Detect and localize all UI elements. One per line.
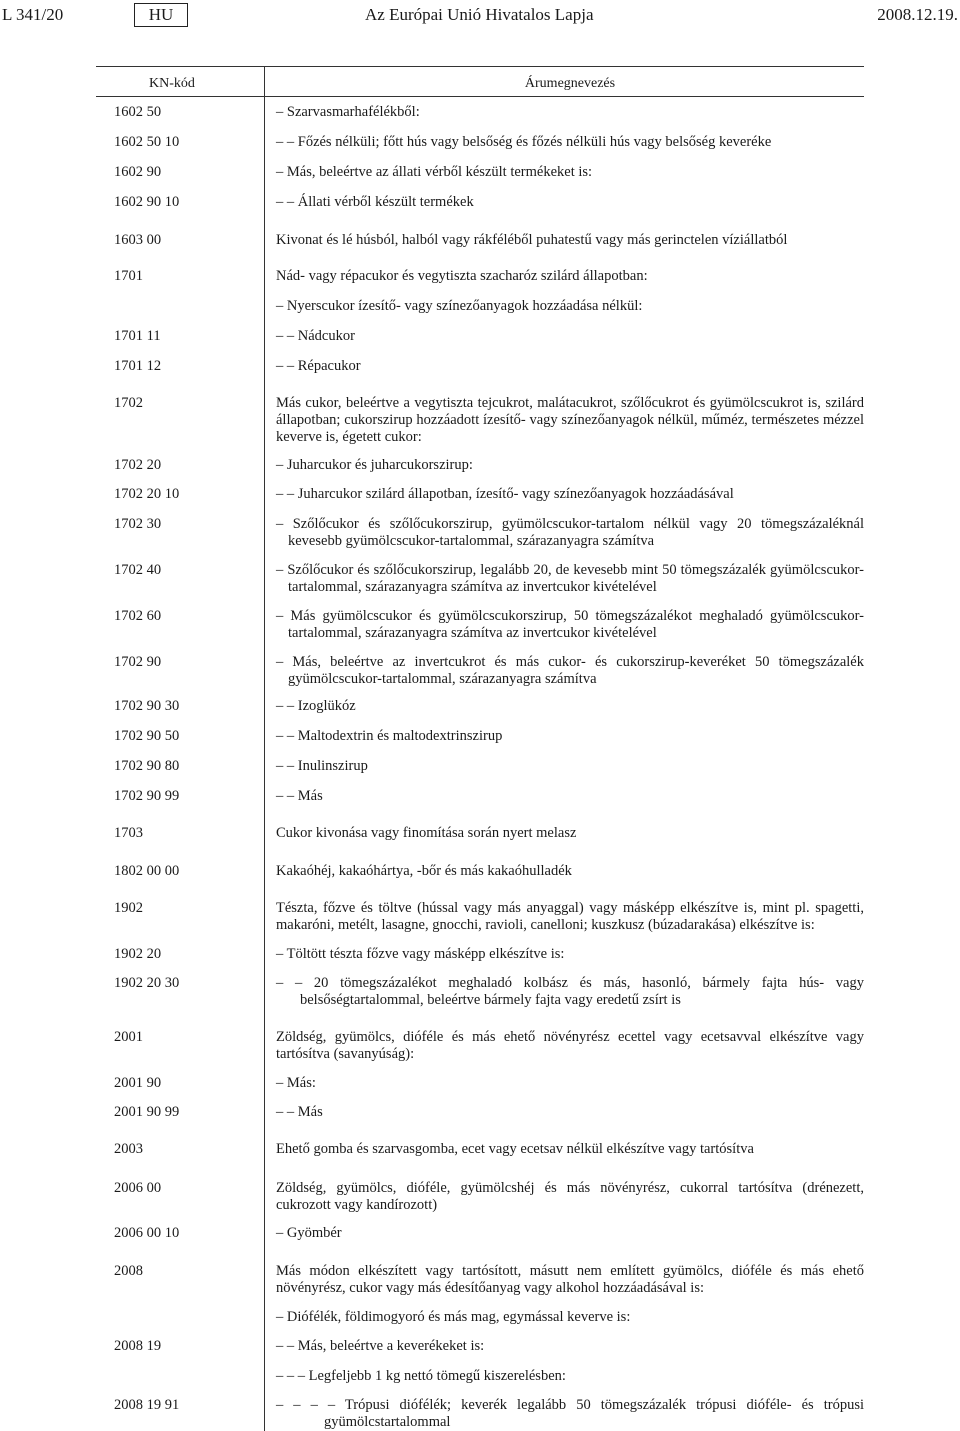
cn-code: 1702 30 [114, 516, 162, 532]
goods-description: Zöldség, gyümölcs, dióféle és más ehető növényrész ecettel vagy ecetsavval elkészítve vagy tartósítva (savanyúság): [276, 1029, 864, 1062]
cn-code: 2001 90 99 [114, 1104, 180, 1120]
cn-code: 1802 00 00 [114, 863, 180, 879]
goods-description: – Nyerscukor ízesítő- vagy színezőanyagok hozzáadása nélkül: [276, 298, 643, 314]
cn-code: 1602 50 10 [114, 134, 180, 150]
goods-description: – Töltött tészta főzve vagy másképp elkészítve is: [276, 946, 565, 962]
cn-code: 1702 20 10 [114, 486, 180, 502]
goods-description: – – Nádcukor [276, 328, 355, 344]
goods-description: – – – – Trópusi diófélék; keverék legalább 50 tömegszázalék trópusi dióféle- és trópusi gyümölcstartalommal [276, 1397, 864, 1430]
publication-date: 2008.12.19. [877, 5, 958, 24]
cn-code: 1602 50 [114, 104, 162, 120]
cn-code: 1702 90 [114, 654, 162, 670]
cn-code: 2006 00 10 [114, 1225, 180, 1241]
goods-description: – – Maltodextrin és maltodextrinszirup [276, 728, 503, 744]
cn-code: 1603 00 [114, 232, 162, 248]
goods-description: – Más gyümölcscukor és gyümölcscukorszirup, 50 tömegszázalékot meghaladó gyümölcscukor-tartalommal, szárazanyagra számítva az invertcukor kivételével [276, 608, 864, 641]
goods-description: Zöldség, gyümölcs, dióféle, gyümölcshéj és más növényrész, cukorral tartósítva (drénezett, cukrozott vagy kandírozott) [276, 1180, 864, 1213]
cn-code: 1702 60 [114, 608, 162, 624]
goods-description: – Más, beleértve az állati vérből készült termékeket is: [276, 164, 593, 180]
cn-code: 1701 11 [114, 328, 161, 344]
cn-code: 1701 12 [114, 358, 162, 374]
cn-code: 2001 90 [114, 1075, 162, 1091]
language-code-box: HU [134, 3, 188, 27]
goods-description: – Más: [276, 1075, 316, 1091]
cn-code: 2006 00 [114, 1180, 162, 1196]
table-header-rule [96, 96, 864, 97]
cn-code: 1702 90 50 [114, 728, 180, 744]
cn-code: 1902 20 [114, 946, 162, 962]
cn-code: 1702 90 80 [114, 758, 180, 774]
cn-code: 1602 90 [114, 164, 162, 180]
journal-title: Az Európai Unió Hivatalos Lapja [365, 5, 594, 24]
goods-description: Kakaóhéj, kakaóhártya, -bőr és más kakaóhulladék [276, 863, 572, 879]
goods-description: Cukor kivonása vagy finomítása során nyert melasz [276, 825, 577, 841]
cn-code: 2008 [114, 1263, 143, 1279]
cn-code: 1702 40 [114, 562, 162, 578]
goods-description: – Szőlőcukor és szőlőcukorszirup, legalább 20, de kevesebb mint 50 tömegszázalék gyümölcscukor-tartalommal, szárazanyagra számítva az invertcukor kivételével [276, 562, 864, 595]
goods-description: Más módon elkészített vagy tartósított, másutt nem említett gyümölcs, dióféle és más ehető növényrész, cukor vagy más édesítőanyag vagy alkohol hozzáadásával is: [276, 1263, 864, 1296]
column-header-description: Árumegnevezés [524, 76, 616, 91]
goods-description: – – Juharcukor szilárd állapotban, ízesítő- vagy színezőanyagok hozzáadásával [276, 486, 734, 502]
column-header-code: KN-kód [149, 76, 195, 91]
goods-description: – Juharcukor és juharcukorszirup: [276, 457, 473, 473]
table-top-rule [96, 66, 864, 67]
cn-code: 2008 19 [114, 1338, 162, 1354]
cn-code: 1902 20 30 [114, 975, 180, 991]
goods-description: – – Más, beleértve a keverékeket is: [276, 1338, 485, 1354]
goods-description: – Szőlőcukor és szőlőcukorszirup, gyümölcscukor-tartalom nélkül vagy 20 tömegszázaléknál kevesebb gyümölcscukor-tartalommal, szárazanyagra számítva [276, 516, 864, 549]
cn-code: 1703 [114, 825, 143, 841]
goods-description: – Szarvasmarhafélékből: [276, 104, 420, 120]
cn-code: 1602 90 10 [114, 194, 180, 210]
table-column-divider [264, 96, 265, 1431]
cn-code: 1702 [114, 395, 143, 411]
goods-description: – – Répacukor [276, 358, 361, 374]
goods-description: Más cukor, beleértve a vegytiszta tejcukrot, malátacukrot, szőlőcukrot és gyümölcscukrot is, szilárd állapotban; cukorszirup hozzáadott ízesítő- vagy színezőanyagok nélkül, műméz, természetes mézzel keverve is, égetett cukor: [276, 395, 864, 445]
goods-description: Ehető gomba és szarvasgomba, ecet vagy ecetsav nélkül elkészítve vagy tartósítva [276, 1141, 754, 1157]
goods-description: – Más, beleértve az invertcukrot és más cukor- és cukorszirup-keveréket 50 tömegszázalék gyümölcscukor-tartalommal, szárazanyagra számítva [276, 654, 864, 687]
goods-description: – – Inulinszirup [276, 758, 368, 774]
cn-code: 2003 [114, 1141, 143, 1157]
goods-description: – – Izoglükóz [276, 698, 356, 714]
goods-description: – – – Legfeljebb 1 kg nettó tömegű kiszerelésben: [276, 1368, 566, 1384]
goods-description: Nád- vagy répacukor és vegytiszta szacharóz szilárd állapotban: [276, 268, 648, 284]
cn-code: 1702 90 30 [114, 698, 180, 714]
cn-code: 2001 [114, 1029, 143, 1045]
page-header [0, 0, 960, 30]
goods-description: Tészta, főzve és töltve (hússal vagy más anyaggal) vagy másképp elkészítve is, mint pl. spagetti, makaróni, metélt, lasagne, gnocchi, ravioli, canelloni; kuszkusz (búzadarakása) elkészítve is: [276, 900, 864, 933]
goods-description: – – Más [276, 788, 323, 804]
cn-code: 1701 [114, 268, 143, 284]
goods-description: – Gyömbér [276, 1225, 342, 1241]
goods-description: – – 20 tömegszázalékot meghaladó kolbász és más, hasonló, bármely fajta hús- vagy belsőségtartalommal, beleértve bármely fajta vagy eredetű zsírt is [276, 975, 864, 1008]
cn-code: 1902 [114, 900, 143, 916]
page-number: L 341/20 [2, 5, 64, 24]
goods-description: – – Főzés nélküli; főtt hús vagy belsőség és főzés nélküli hús vagy belsőség keveréke [276, 134, 772, 150]
goods-description: – – Más [276, 1104, 323, 1120]
cn-code: 2008 19 91 [114, 1397, 180, 1413]
table-header-divider [264, 66, 265, 96]
cn-code: 1702 20 [114, 457, 162, 473]
goods-description: – Diófélék, földimogyoró és más mag, egymással keverve is: [276, 1309, 631, 1325]
cn-code: 1702 90 99 [114, 788, 180, 804]
goods-description: – – Állati vérből készült termékek [276, 194, 474, 210]
goods-description: Kivonat és lé húsból, halból vagy rákféléből puhatestű vagy más gerinctelen víziállatból [276, 232, 788, 248]
